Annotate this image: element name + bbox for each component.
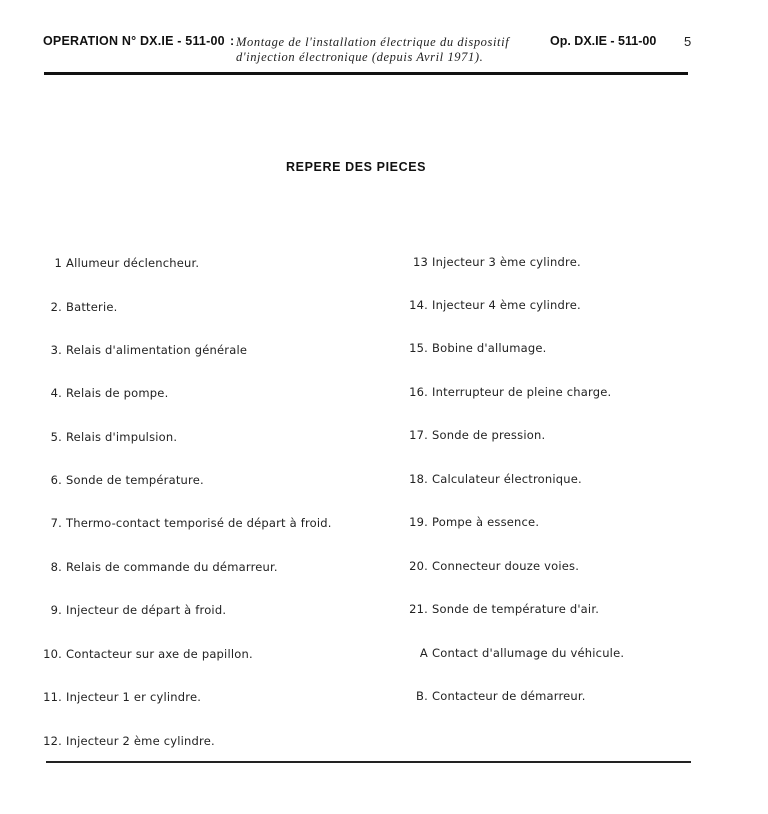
item-label: Sonde de température d'air. xyxy=(432,602,600,616)
list-item xyxy=(40,690,201,704)
item-number: 20. xyxy=(409,559,428,573)
list-item xyxy=(40,300,117,314)
list-item xyxy=(406,646,624,660)
item-label: Contact d'allumage du véhicule. xyxy=(432,646,625,660)
item-label: Relais de commande du démarreur. xyxy=(66,560,278,574)
list-item xyxy=(406,255,581,269)
operation-title-line1: Montage de l'installation électrique du dispositif xyxy=(236,35,510,49)
header-divider xyxy=(44,72,688,75)
item-label: Thermo-contact temporisé de départ à froid. xyxy=(66,516,332,530)
item-number: 11. xyxy=(43,690,62,704)
item-label: Calculateur électronique. xyxy=(432,472,582,486)
header-separator: : xyxy=(230,34,235,48)
item-label: Injecteur 2 ème cylindre. xyxy=(66,734,215,748)
item-label: Batterie. xyxy=(66,300,118,314)
item-number: 6. xyxy=(50,473,62,487)
item-number: 15. xyxy=(409,341,428,355)
list-item xyxy=(406,428,545,442)
list-item xyxy=(40,256,199,270)
item-label: Injecteur 4 ème cylindre. xyxy=(432,298,581,312)
item-number: 5. xyxy=(50,430,62,444)
item-number: B. xyxy=(416,689,428,703)
list-item xyxy=(406,602,599,616)
operation-title-line2: d'injection électronique (depuis Avril 1971). xyxy=(236,50,484,64)
item-number: 14. xyxy=(409,298,428,312)
footer-divider xyxy=(46,761,691,763)
list-item xyxy=(40,734,215,748)
item-number: 4. xyxy=(50,386,62,400)
list-item xyxy=(406,559,579,573)
item-number: 19. xyxy=(409,515,428,529)
item-label: Interrupteur de pleine charge. xyxy=(432,385,612,399)
list-item xyxy=(40,560,278,574)
list-item xyxy=(406,298,581,312)
item-number: 12. xyxy=(43,734,62,748)
list-item xyxy=(40,473,204,487)
item-number: 18. xyxy=(409,472,428,486)
item-label: Sonde de pression. xyxy=(432,428,546,442)
list-item xyxy=(406,515,539,529)
item-number: 16. xyxy=(409,385,428,399)
operation-reference: Op. DX.IE - 511-00 xyxy=(550,34,657,48)
item-label: Relais d'alimentation générale xyxy=(66,343,248,357)
list-item xyxy=(40,647,253,661)
list-item xyxy=(406,689,586,703)
item-label: Injecteur 1 er cylindre. xyxy=(66,690,202,704)
item-label: Contacteur de démarreur. xyxy=(432,689,586,703)
item-number: 21. xyxy=(409,602,428,616)
item-label: Relais d'impulsion. xyxy=(66,430,178,444)
item-number: 3. xyxy=(50,343,62,357)
item-number: 13 xyxy=(412,255,428,269)
list-item xyxy=(40,386,168,400)
item-number: 10. xyxy=(43,647,62,661)
page-number: 5 xyxy=(684,34,692,49)
item-number: 17. xyxy=(409,428,428,442)
list-item xyxy=(406,341,547,355)
item-label: Contacteur sur axe de papillon. xyxy=(66,647,253,661)
item-number: 2. xyxy=(50,300,62,314)
list-item xyxy=(40,430,177,444)
item-number: A xyxy=(419,646,428,660)
list-item xyxy=(40,516,332,530)
item-label: Sonde de température. xyxy=(66,473,204,487)
item-number: 8. xyxy=(50,560,62,574)
item-label: Connecteur douze voies. xyxy=(432,559,580,573)
item-label: Bobine d'allumage. xyxy=(432,341,547,355)
item-label: Injecteur 3 ème cylindre. xyxy=(432,255,581,269)
section-title: REPERE DES PIECES xyxy=(286,160,427,174)
list-item xyxy=(40,343,247,357)
item-label: Relais de pompe. xyxy=(66,386,169,400)
item-number: 9. xyxy=(50,603,62,617)
list-item xyxy=(406,385,611,399)
operation-number: OPERATION N° DX.IE - 511-00 xyxy=(43,34,225,48)
item-label: Pompe à essence. xyxy=(432,515,540,529)
list-item xyxy=(406,472,582,486)
list-item xyxy=(40,603,226,617)
item-label: Allumeur déclencheur. xyxy=(66,256,200,270)
item-label: Injecteur de départ à froid. xyxy=(66,603,227,617)
item-number: 7. xyxy=(50,516,62,530)
item-number: 1 xyxy=(54,256,62,270)
